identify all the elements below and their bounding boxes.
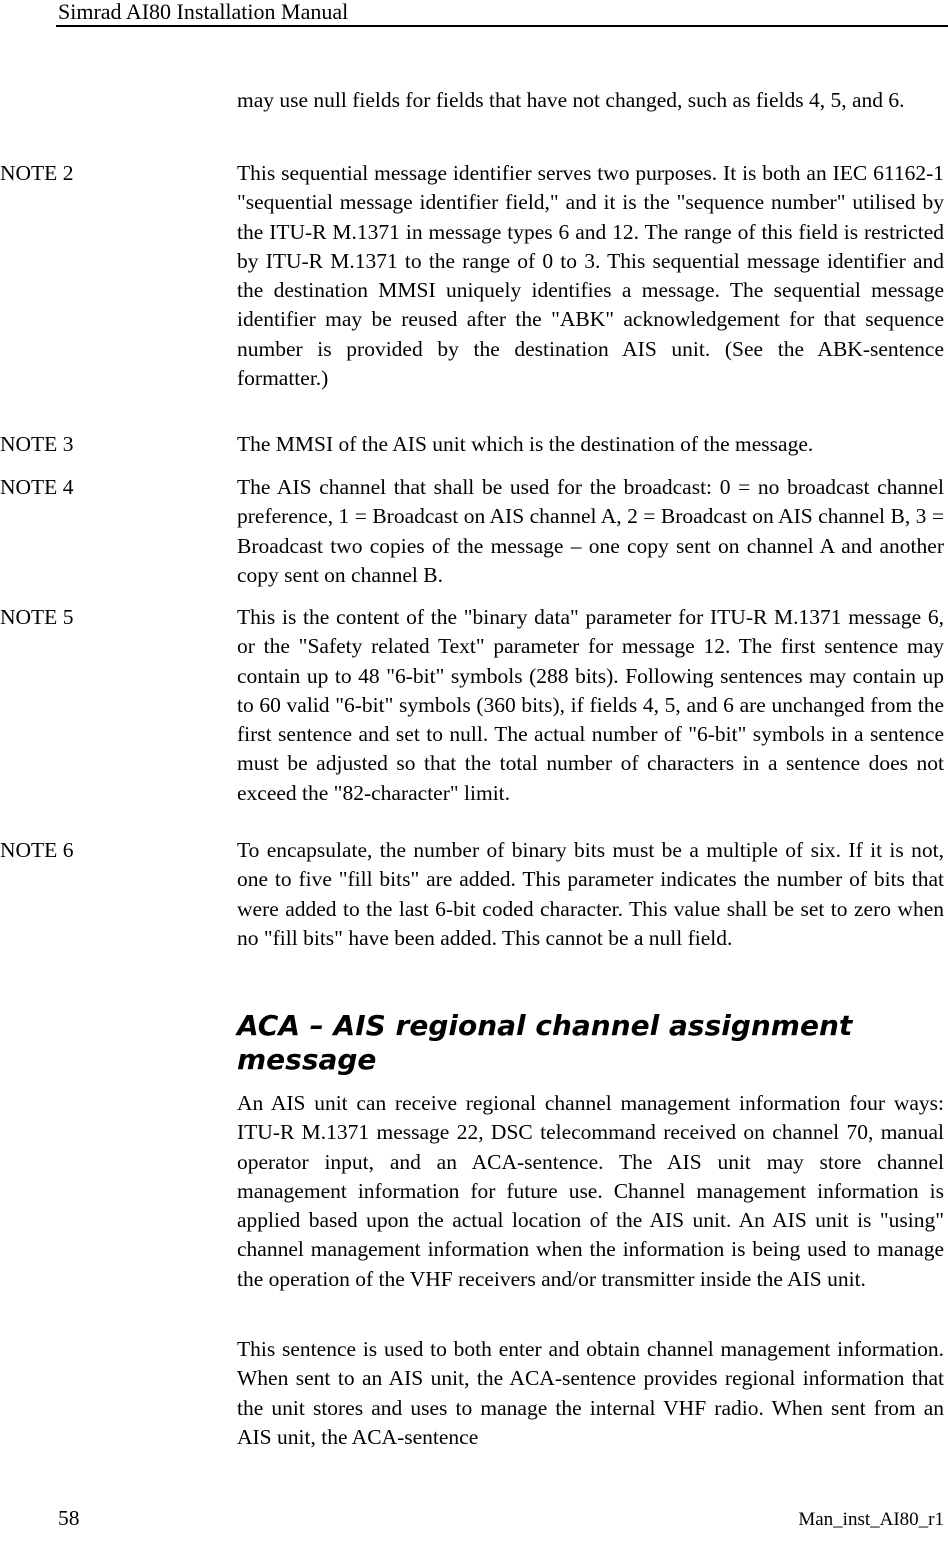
note-2 xyxy=(0,159,944,393)
note-label: NOTE 5 xyxy=(0,605,74,629)
note-label: NOTE 4 xyxy=(0,475,74,499)
note-label: NOTE 2 xyxy=(0,161,74,185)
note-3 xyxy=(0,430,944,459)
note-6 xyxy=(0,836,944,953)
continuation-block xyxy=(0,86,944,115)
note-text: The MMSI of the AIS unit which is the destination of the message. xyxy=(237,432,814,456)
body-paragraph: An AIS unit can receive regional channel management information four ways: ITU-R M.1371 message 22, DSC telecommand received on channel 70, manual operator input, and an ACA-sentence. The AIS unit may store channel management information for future use. Channel management information is applied based upon the actual location of the AIS unit. An AIS unit is "using" channel management information when the information is being used to manage the operation of the VHF receivers and/or transmitter inside the AIS unit. xyxy=(237,1091,944,1291)
note-text: The AIS channel that shall be used for the broadcast: 0 = no broadcast channel preference, 1 = Broadcast on AIS channel A, 2 = Broadcast on AIS channel B, 3 = Broadcast two copies of the message – one copy sent on channel A and another copy sent on channel B. xyxy=(237,475,944,587)
note-label: NOTE 6 xyxy=(0,838,74,862)
document-id: Man_inst_AI80_r1 xyxy=(798,1509,944,1530)
section-heading: ACA – AIS regional channel assignment message xyxy=(237,1009,853,1076)
note-text: This is the content of the "binary data" parameter for ITU-R M.1371 message 6, or the "Safety related Text" parameter for message 12. The first sentence may contain up to 48 "6-bit" symbols (288 bits). Following sentences may contain up to 60 valid "6-bit" symbols (360 bits), if fields 4, 5, and 6 are unchanged from the first sentence and set to null. The actual number of "6-bit" symbols in a sentence must be adjusted so that the total number of characters in a sentence does not exceed the "82-character" limit. xyxy=(237,605,944,805)
header-rule xyxy=(56,25,948,27)
note-4 xyxy=(0,473,944,590)
paragraph-2 xyxy=(0,1335,944,1452)
running-header-title: Simrad AI80 Installation Manual xyxy=(58,0,349,24)
note-text: This sequential message identifier serves two purposes. It is both an IEC 61162-1 "sequential message identifier field," and it is the "sequence number" utilised by the ITU-R M.1371 in message types 6 and 12. The range of this field is restricted by ITU-R M.1371 to the range of 0 to 3. This sequential message identifier and the destination MMSI uniquely identifies a message. The sequential message identifier may be reused after the "ABK" acknowledgement for that sequence number is provided by the destination AIS unit. (See the ABK-sentence formatter.) xyxy=(237,161,944,391)
note-5 xyxy=(0,603,944,808)
note-label: NOTE 3 xyxy=(0,432,74,456)
paragraph-1 xyxy=(0,1089,944,1294)
continuation-text: may use null fields for fields that have not changed, such as fields 4, 5, and 6. xyxy=(237,88,905,112)
body-paragraph: This sentence is used to both enter and obtain channel management information. When sent to an AIS unit, the ACA-sentence provides regional information that the unit stores and uses to manage the internal VHF radio. When sent from an AIS unit, the ACA-sentence xyxy=(237,1337,944,1449)
page-number: 58 xyxy=(58,1506,80,1530)
note-text: To encapsulate, the number of binary bits must be a multiple of six. If it is not, one to five "fill bits" are added. This parameter indicates the number of bits that were added to the last 6-bit coded character. This value shall be set to zero when no "fill bits" have been added. This cannot be a null field. xyxy=(237,838,944,950)
